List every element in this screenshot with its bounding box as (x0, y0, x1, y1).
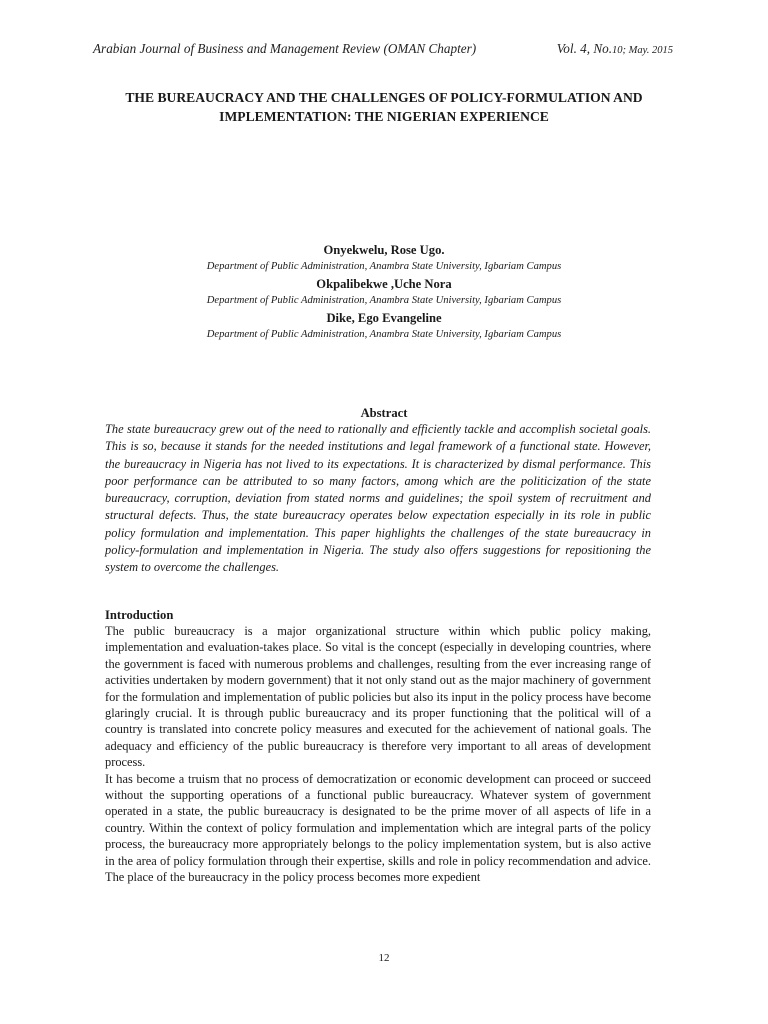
volume-issue (557, 41, 673, 59)
author-block (100, 242, 668, 344)
author-affiliation: Department of Public Administration, Anambra State University, Igbariam Campus (206, 329, 562, 340)
journal-name: Arabian Journal of Business and Management Review (OMAN Chapter) (93, 41, 477, 56)
issue-date: May. 2015 (628, 45, 673, 56)
paper-title: THE BUREAUCRACY AND THE CHALLENGES OF POLICY-FORMULATION AND IMPLEMENTATION: THE NIGERIAN EXPERIENCE (125, 90, 643, 124)
author-affiliation: Department of Public Administration, Anambra State University, Igbariam Campus (206, 261, 562, 272)
introduction-heading: Introduction (105, 608, 174, 622)
page-number: 12 (378, 952, 390, 964)
abstract-text: The state bureaucracy grew out of the need to rationally and efficiently tackle and accomplish societal goals. This is so, because it stands for the needed institutions and legal framework of a functional state. However, the bureaucracy in Nigeria has not lived to its expectations. It is characterized by dismal performance. This poor performance can be attributed to so many factors, among which are the politicization of the state bureaucracy, corruption, deviation from stated norms and guidelines; the spoil system of recruitment and structural defects. Thus, the state bureaucracy operates below expectation especially in its role in public policy formulation and implementation. This paper highlights the challenges of the state bureaucracy in policy-formulation and implementation in Nigeria. The study also offers suggestions for repositioning the system to overcome the challenges. (105, 422, 651, 575)
introduction-paragraph: It has become a truism that no process of democratization or economic development can proceed or succeed without the supporting operations of a functional public bureaucracy. Whatever system of government operated in a state, the public bureaucracy is designated to be the prime mover of all aspects of life in a country. Within the context of policy formulation and implementation which are integral parts of the policy process, the bureaucracy more appropriately belongs to the policy implementation system, but is also active in the area of policy formulation through their expertise, skills and role in policy recommendation and advice. The place of the bureaucracy in the policy process becomes more expedient (105, 771, 651, 885)
author-name: Onyekwelu, Rose Ugo. (323, 243, 445, 257)
issue-number: 10; (612, 45, 629, 56)
author-name: Dike, Ego Evangeline (326, 311, 442, 325)
introduction-paragraph: The public bureaucracy is a major organizational structure within which public policy making, implementation and evaluation-takes place. So vital is the concept (especially in developing countries, where the government is faced with numerous problems and challenges, resulting from the ever increasing range of activities undertaken by modern government) that it not only stand out as the major machinery of government for the formulation and implementation of public policies but also its input in the policy process have become glaringly crucial. It is through public bureaucracy and its proper functioning that the political will of a country is translated into concrete policy measures and executed for the achievement of national goals. The adequacy and efficiency of the public bureaucracy is therefore very important to all areas of development process. (105, 624, 651, 770)
introduction-body (105, 623, 651, 886)
author-affiliation: Department of Public Administration, Anambra State University, Igbariam Campus (206, 295, 562, 306)
author-name: Okpalibekwe ,Uche Nora (316, 277, 452, 291)
volume-prefix: Vol. 4, No. (556, 41, 613, 56)
abstract-heading: Abstract (360, 406, 408, 420)
